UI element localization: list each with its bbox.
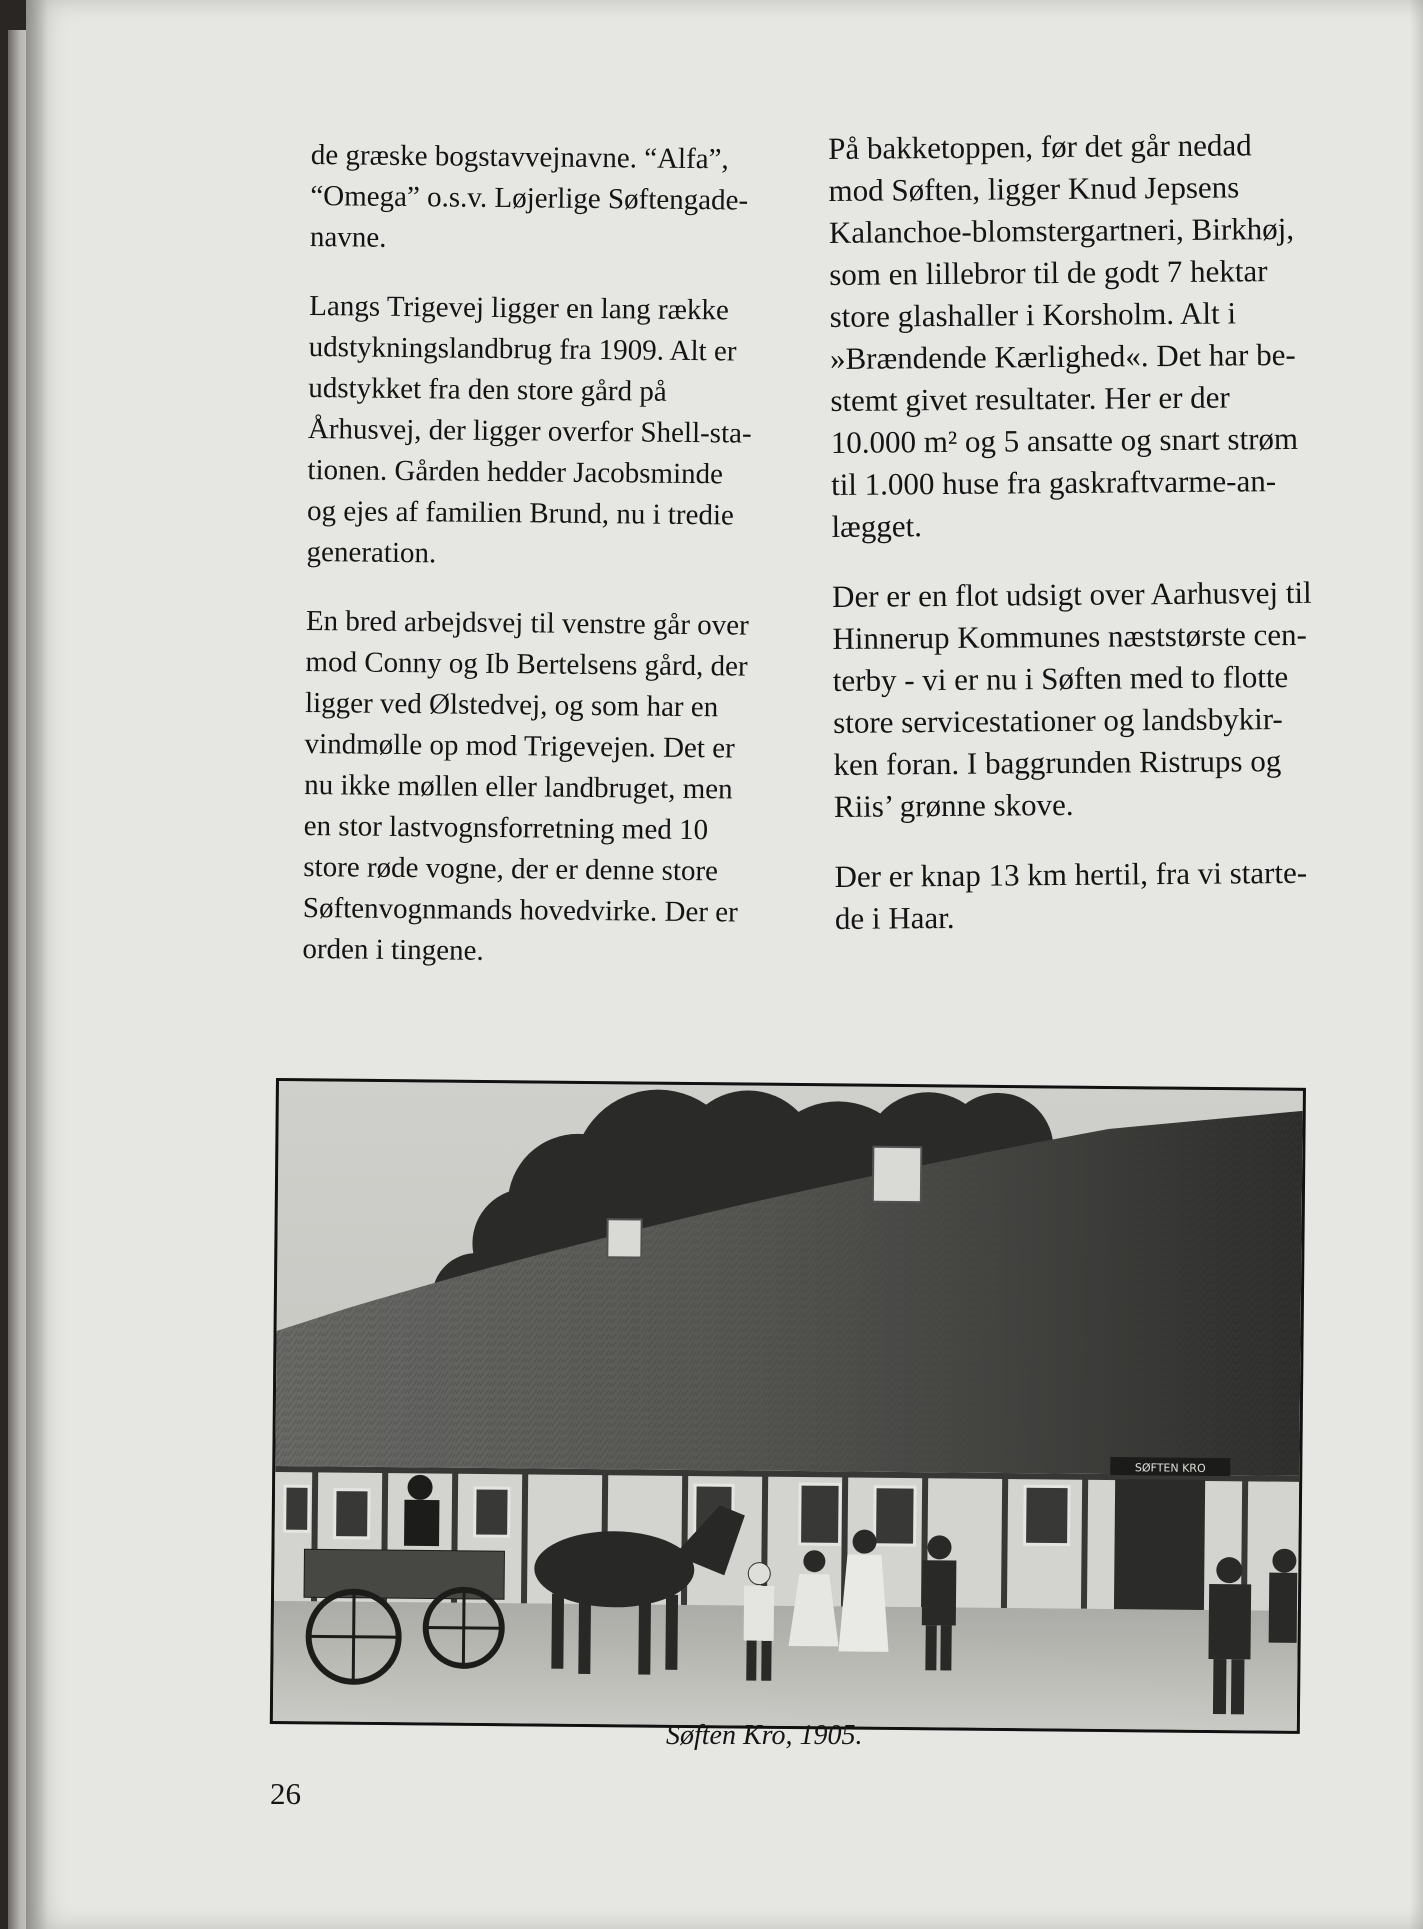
book-page <box>26 0 1423 1929</box>
left-paragraph-2: Langs Trigevej ligger en lang række udstykningslandbrug fra 1909. Alt er udstykket fra den store gård på Århusvej, der ligger overfor Shell-sta- tionen. Gården hedder Jacobsminde og ejes af familien Brund, nu i tredie generation. <box>306 289 752 570</box>
photo-illustration <box>273 1081 1303 1731</box>
right-paragraph-3: Der er knap 13 km hertil, fra vi starte- de i Haar. <box>834 854 1308 936</box>
gutter-shadow <box>26 0 48 1929</box>
left-paragraph-3: En bred arbejdsvej til venstre går over mod Conny og Ib Bertelsens gård, der ligger ved Ølstedvej, og som har en vindmølle op mod Trigevejen. Det er nu ikke møllen eller landbruget, men en stor lastvognsforretning med 10 store røde vogne, der er denne store Søftenvognmands hovedvirke. Der er orden i tingene. <box>302 604 749 967</box>
left-paragraph-1: de græske bogstavvejnavne. “Alfa”, “Omega” o.s.v. Løjerlige Søftengade- navne. <box>309 138 749 254</box>
left-text-column <box>302 135 801 1003</box>
historic-photo <box>270 1078 1306 1734</box>
page-number: 26 <box>270 1776 301 1811</box>
right-paragraph-1: På bakketoppen, før det går nedad mod Søften, ligger Knud Jepsens Kalanchoe-blomstergartneri, Birkhøj, som en lillebror til de godt 7 hektar store glashaller i Korsholm. Alt i »Brændende Kærlighed«. Det har be- stemt givet resultater. Her er der 10.000 m² og 5 ansatte og snart strøm til 1.000 huse fra gaskraftvarme-an- lægget. <box>828 127 1299 544</box>
page-right-edge <box>1409 0 1423 1929</box>
inn-sign-text: SØFTEN KRO <box>1134 1461 1206 1475</box>
right-paragraph-2: Der er en flot udsigt over Aarhusvej til Hinnerup Kommunes næststørste cen- terby - vi er nu i Søften med to flotte store servicestationer og landsbykir- ken foran. I baggrunden Ristrups og Riis’ grønne skove. <box>831 574 1312 824</box>
right-text-column <box>828 123 1375 968</box>
photo-caption: Søften Kro, 1905. <box>666 1720 863 1751</box>
